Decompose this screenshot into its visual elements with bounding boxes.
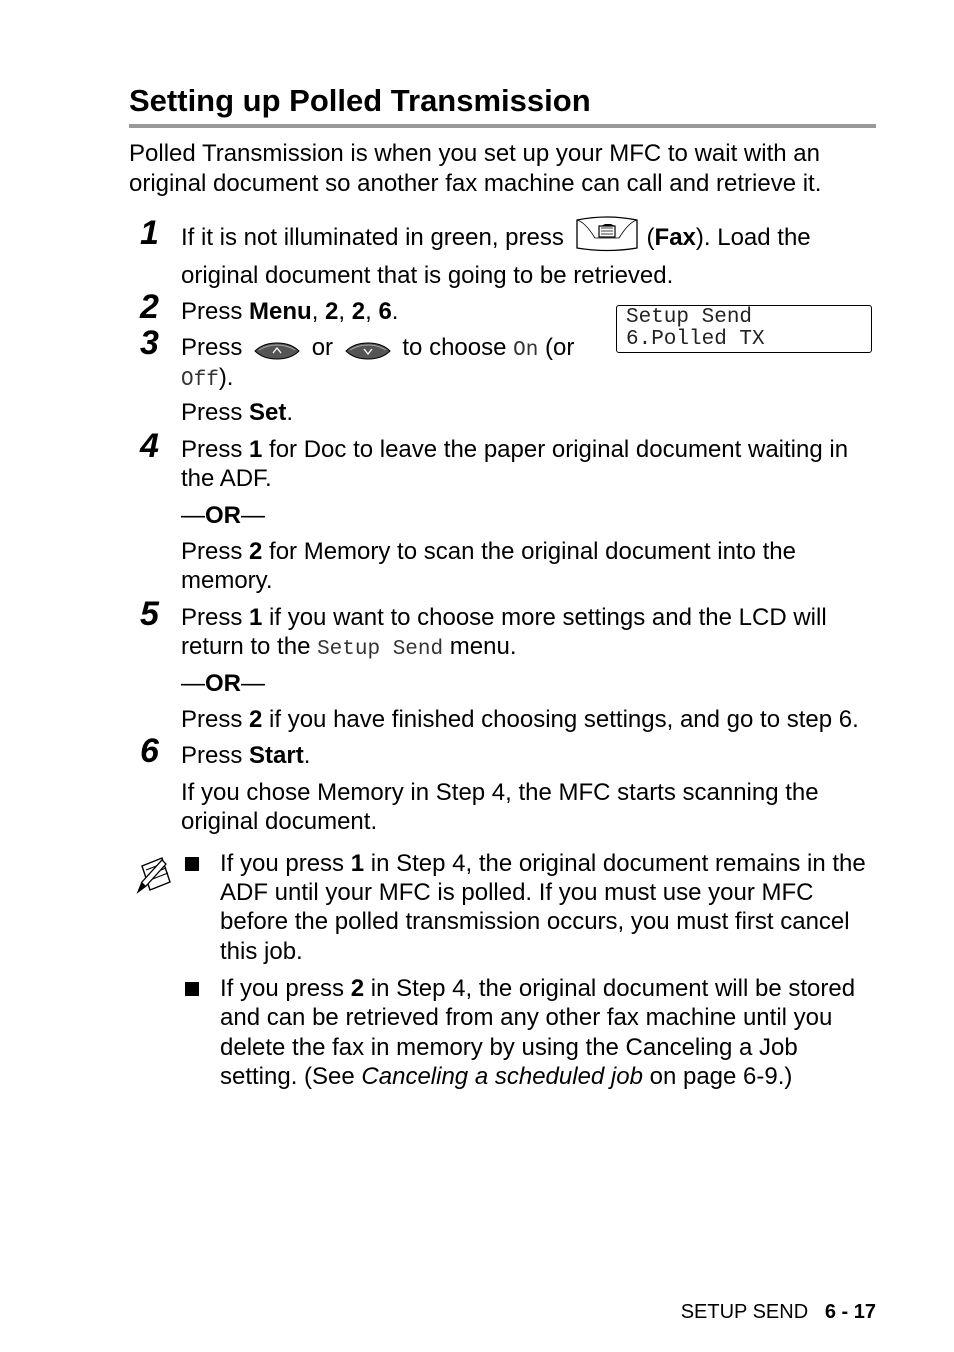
step-5-line-3 xyxy=(181,705,859,734)
step-number-3: 3 xyxy=(140,324,159,362)
step-4-press: Press xyxy=(181,436,250,463)
note-2-line-1 xyxy=(220,974,855,1003)
step-4-text-a: for Doc to leave the paper original document waiting in xyxy=(262,436,849,463)
key-1: 1 xyxy=(249,604,263,631)
lcd-line-2: 6.Polled TX xyxy=(626,328,765,351)
step-5-text-d: if you have finished choosing settings, and go to step 6. xyxy=(262,706,859,733)
step-1-text-b: ). Load the xyxy=(695,224,811,251)
note-1-line-3: before the polled transmission occurs, you must first cancel xyxy=(220,908,850,935)
or-word: OR xyxy=(205,670,241,697)
step-3-or-paren: (or xyxy=(545,334,575,361)
step-3-line-1 xyxy=(181,333,574,365)
step-2-line xyxy=(181,297,398,326)
step-1-open-paren: ( xyxy=(646,224,655,251)
step-5-line-1 xyxy=(181,603,827,632)
step-3-press-2: Press xyxy=(181,399,250,426)
step-5-press: Press xyxy=(181,604,250,631)
key-1: 1 xyxy=(350,850,365,877)
key-1: 1 xyxy=(249,436,263,463)
note-2-line-3: delete the fax in memory by using the Canceling a Job xyxy=(220,1034,798,1061)
step-4-line-2: the ADF. xyxy=(181,465,272,492)
step-3-line-2 xyxy=(181,363,233,395)
key-2-second: 2 xyxy=(351,298,366,325)
key-2: 2 xyxy=(249,706,263,733)
note-2-text-l4a: setting. (See xyxy=(220,1063,362,1090)
or-dash-left: — xyxy=(181,502,205,529)
step-6-end: . xyxy=(303,742,311,769)
step-5-text-a: if you want to choose more settings and the LCD will xyxy=(262,604,827,631)
page-title: Setting up Polled Transmission xyxy=(129,83,591,118)
key-2-first: 2 xyxy=(325,298,339,325)
footer-section: SETUP SEND xyxy=(680,1301,809,1323)
step-2-press: Press xyxy=(181,298,250,325)
step-3-choose: to choose xyxy=(402,334,507,361)
step-5-text-c: menu. xyxy=(443,633,517,660)
step-1-line-1 xyxy=(181,223,811,252)
key-2: 2 xyxy=(249,538,263,565)
on-option: On xyxy=(513,339,539,362)
step-3-press: Press xyxy=(181,334,243,361)
or-separator xyxy=(181,669,265,698)
step-number-1: 1 xyxy=(140,214,159,252)
note-1-line-2: ADF until your MFC is polled. If you must use your MFC xyxy=(220,879,814,906)
step-6-line-3: original document. xyxy=(181,808,378,835)
step-2-sep-1: , xyxy=(311,298,326,325)
key-2: 2 xyxy=(350,975,365,1002)
or-dash-left: — xyxy=(181,670,205,697)
step-1-text-a: If it is not illuminated in green, press xyxy=(181,224,564,251)
intro-line-2: original document so another fax machine can call and retrieve it. xyxy=(129,170,822,197)
bullet-square xyxy=(185,857,199,871)
or-dash-right: — xyxy=(241,670,265,697)
step-4-line-1 xyxy=(181,435,848,464)
step-number-5: 5 xyxy=(140,595,159,633)
menu-key-label: Menu xyxy=(249,298,312,325)
set-key-label: Set xyxy=(249,399,287,426)
step-number-6: 6 xyxy=(140,732,159,770)
step-6-press: Press xyxy=(181,742,250,769)
step-5-press-2: Press xyxy=(181,706,250,733)
bullet-square xyxy=(185,982,199,996)
key-6: 6 xyxy=(378,298,392,325)
step-2-sep-3: , xyxy=(365,298,379,325)
step-3-close: ). xyxy=(218,364,234,391)
step-1-line-2: original document that is going to be retrieved. xyxy=(181,262,674,289)
fax-key-label: Fax xyxy=(654,224,696,251)
page-number: 6 - 17 xyxy=(824,1301,876,1323)
intro-line-1: Polled Transmission is when you set up your MFC to wait with an xyxy=(129,140,820,167)
note-pencil-icon xyxy=(136,852,176,901)
step-2-sep-2: , xyxy=(338,298,352,325)
or-word: OR xyxy=(205,502,241,529)
step-4-text-b: for Memory to scan the original document into the xyxy=(262,538,796,565)
cross-reference: Canceling a scheduled job xyxy=(361,1063,643,1090)
note-1-line-1 xyxy=(220,849,866,878)
fax-key-icon xyxy=(575,216,639,252)
step-4-press-2: Press xyxy=(181,538,250,565)
down-arrow-key-icon xyxy=(344,338,392,356)
start-key-label: Start xyxy=(249,742,304,769)
step-2-end: . xyxy=(391,298,399,325)
lcd-line-1: Setup Send xyxy=(626,306,753,329)
page-footer xyxy=(681,1300,876,1324)
lcd-display xyxy=(616,305,872,353)
note-2-text-a: If you press xyxy=(220,975,351,1002)
note-2-line-4 xyxy=(220,1062,792,1091)
step-3-end: . xyxy=(286,399,294,426)
note-1-line-4: this job. xyxy=(220,938,303,965)
title-rule xyxy=(129,124,876,128)
step-5-line-2 xyxy=(181,632,516,664)
step-number-4: 4 xyxy=(140,427,159,465)
setup-send-menu-name: Setup Send xyxy=(317,638,444,661)
step-3-or: or xyxy=(311,334,334,361)
note-1-text-b: in Step 4, the original document remains in the xyxy=(364,850,866,877)
note-2-text-b: in Step 4, the original document will be stored xyxy=(364,975,856,1002)
note-1-text-a: If you press xyxy=(220,850,351,877)
step-number-2: 2 xyxy=(140,288,159,326)
step-4-line-4: memory. xyxy=(181,567,273,594)
step-4-line-3 xyxy=(181,537,796,566)
off-option: Off xyxy=(181,369,219,392)
step-6-line-1 xyxy=(181,741,310,770)
step-5-text-b: return to the xyxy=(181,633,318,660)
note-2-text-l4b: on page 6-9.) xyxy=(642,1063,793,1090)
or-separator xyxy=(181,501,265,530)
note-2-line-2: and can be retrieved from any other fax machine until you xyxy=(220,1004,833,1031)
up-arrow-key-icon xyxy=(253,338,301,356)
or-dash-right: — xyxy=(241,502,265,529)
step-3-line-3 xyxy=(181,398,293,427)
step-6-line-2: If you chose Memory in Step 4, the MFC starts scanning the xyxy=(181,779,819,806)
